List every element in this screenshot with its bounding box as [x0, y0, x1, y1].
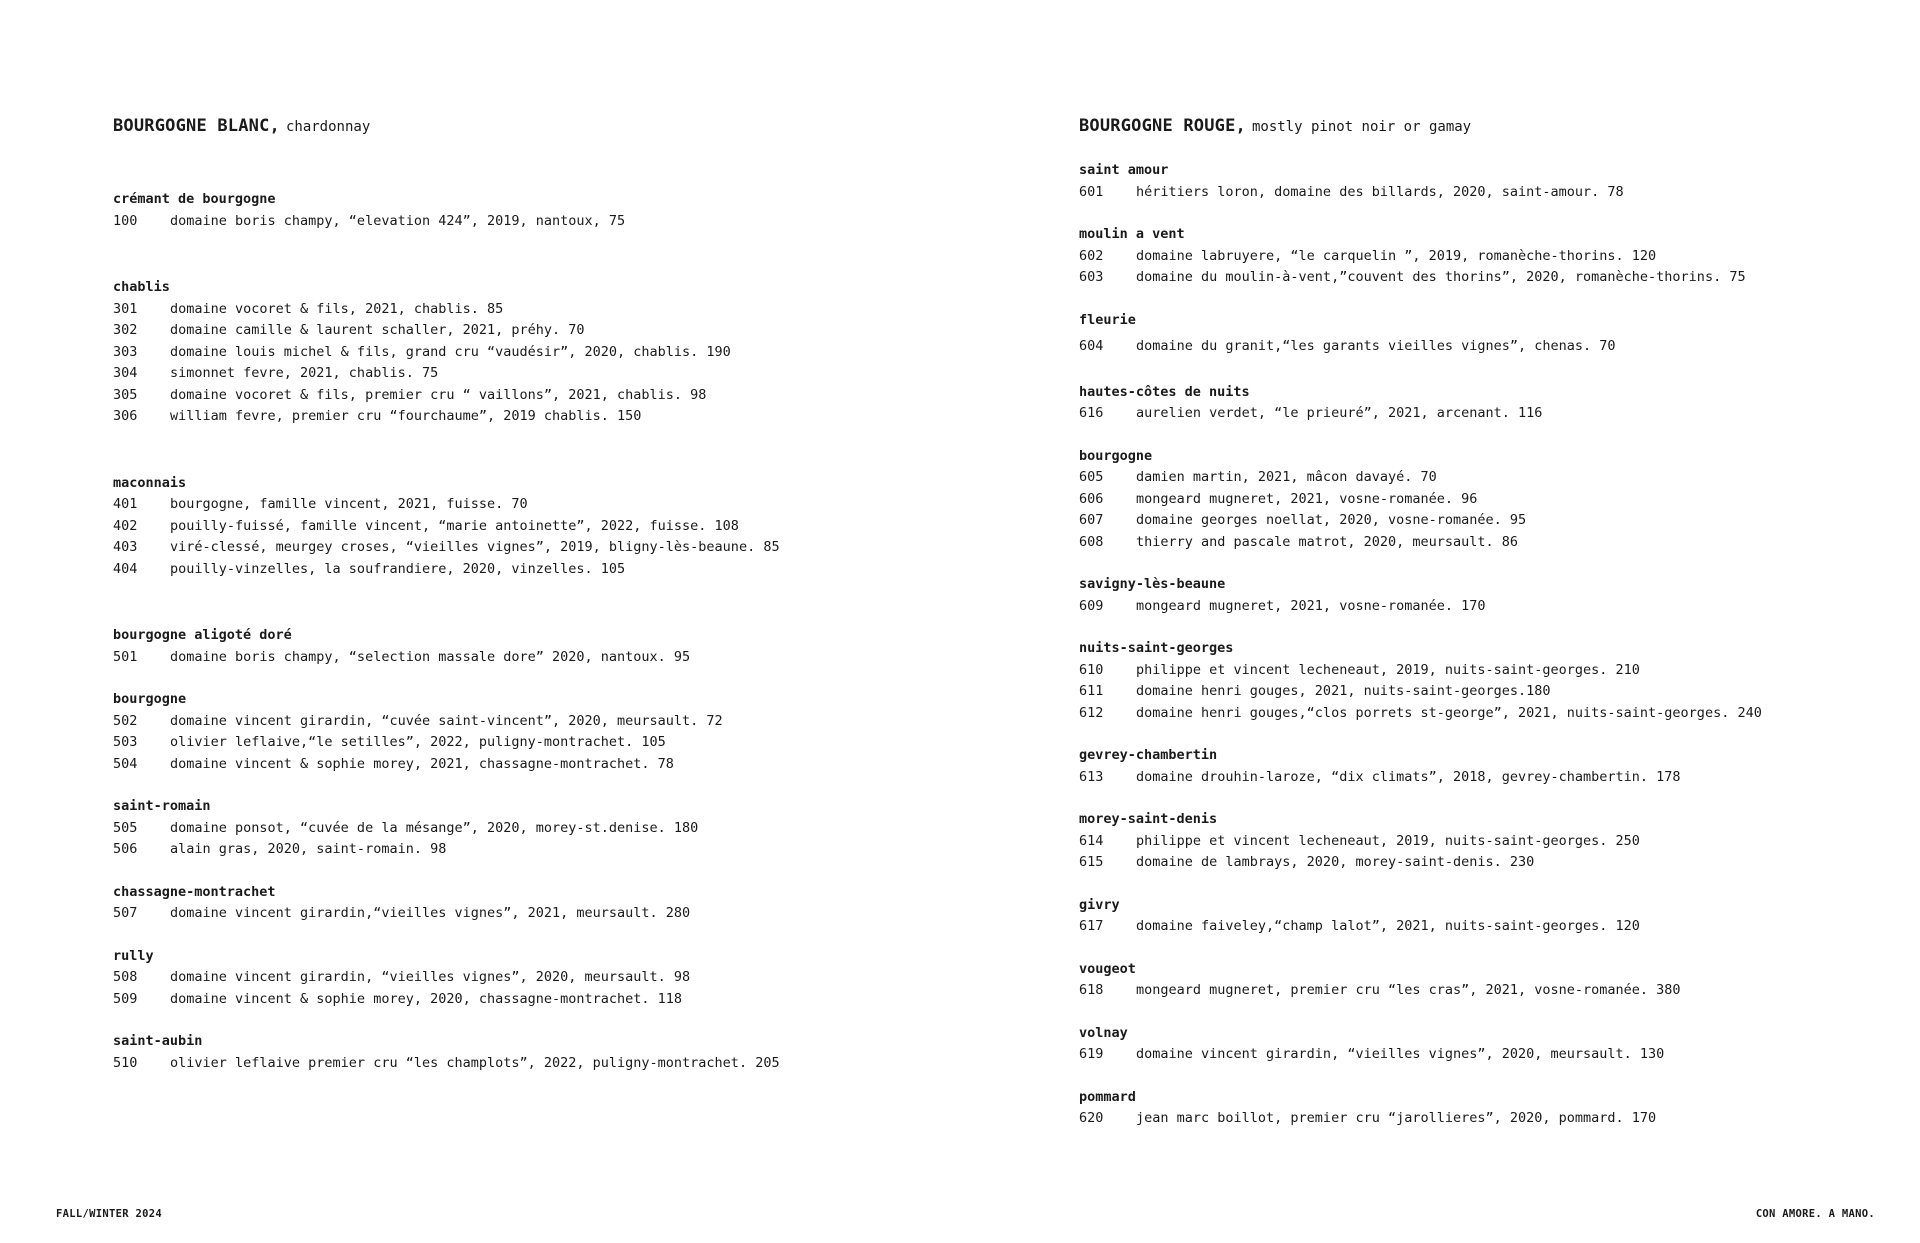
wine-entry [113, 537, 933, 559]
wine-text: domaine boris champy, “selection massale dore” 2020, nantoux. 95 [170, 648, 691, 665]
section-title: volnay [1079, 1024, 1128, 1041]
section-title: moulin a vent [1079, 226, 1185, 242]
wine-entry [113, 839, 933, 861]
wine-text: philippe et vincent lecheneaut, 2019, nuits-saint-georges. 250 [1136, 832, 1640, 849]
section-saint-romain [113, 796, 933, 861]
right-heading-subtitle: mostly pinot noir or gamay [1251, 119, 1472, 135]
wine-text: domaine vocoret & fils, 2021, chablis. 85 [170, 300, 504, 317]
wine-number: 502 [113, 712, 138, 729]
wine-entry [113, 516, 933, 538]
wine-text: william fevre, premier cru “fourchaume”, 2019 chablis. 150 [170, 408, 642, 424]
wine-text: mongeard mugneret, premier cru “les cras”, 2021, vosne-romanée. 380 [1136, 982, 1681, 998]
wine-text: domaine georges noellat, 2020, vosne-romanée. 95 [1136, 512, 1527, 528]
right-column [1079, 114, 1899, 1130]
wine-number: 509 [113, 990, 138, 1007]
wine-text: domaine ponsot, “cuvée de la mésange”, 2020, morey-st.denise. 180 [170, 819, 699, 836]
section-title: bourgogne [1079, 447, 1153, 464]
section-title: pommard [1079, 1088, 1136, 1105]
wine-number: 613 [1079, 768, 1104, 785]
section-nuits-saint-georges [1079, 638, 1899, 724]
section-title: saint amour [1079, 162, 1169, 178]
wine-entry [1079, 336, 1899, 358]
section-title: chablis [113, 279, 170, 295]
section-moulin-a-vent [1079, 224, 1899, 289]
section-title: morey-saint-denis [1079, 811, 1218, 827]
wine-number: 501 [113, 648, 138, 665]
wine-number: 604 [1079, 338, 1104, 354]
wine-entry [1079, 510, 1899, 532]
wine-text: thierry and pascale matrot, 2020, meursault. 86 [1136, 533, 1519, 550]
wine-entry [1079, 596, 1899, 618]
wine-number: 612 [1079, 704, 1104, 721]
wine-text: damien martin, 2021, mâcon davayé. 70 [1136, 469, 1437, 485]
wine-entry [1079, 467, 1899, 489]
wine-number: 603 [1079, 269, 1104, 285]
section-gevrey-chambertin [1079, 745, 1899, 788]
wine-text: domaine louis michel & fils, grand cru “vaudésir”, 2020, chablis. 190 [170, 343, 731, 360]
wine-text: domaine henri gouges,“clos porrets st-george”, 2021, nuits-saint-georges. 240 [1136, 704, 1762, 721]
wine-entry [1079, 831, 1899, 853]
wine-text: domaine vincent & sophie morey, 2020, chassagne-montrachet. 118 [170, 990, 683, 1007]
wine-text: domaine de lambrays, 2020, morey-saint-denis. 230 [1136, 854, 1535, 870]
section-fleurie [1079, 310, 1899, 358]
wine-entry [113, 342, 933, 364]
wine-text: domaine faiveley,“champ lalot”, 2021, nuits-saint-georges. 120 [1136, 918, 1640, 934]
wine-number: 618 [1079, 982, 1104, 998]
wine-text: domaine vincent girardin, “vieilles vignes”, 2020, meursault. 98 [170, 969, 691, 985]
section-saint-amour [1079, 160, 1899, 203]
section-chassagne-montrachet [113, 882, 933, 925]
wine-text: domaine vincent & sophie morey, 2021, chassagne-montrachet. 78 [170, 755, 674, 772]
wine-number: 303 [113, 343, 138, 360]
wine-entry [113, 967, 933, 989]
wine-entry [1079, 852, 1899, 874]
section-vougeot [1079, 959, 1899, 1002]
wine-number: 607 [1079, 512, 1104, 528]
wine-entry [1079, 267, 1899, 289]
wine-entry [1079, 182, 1899, 204]
wine-text: bourgogne, famille vincent, 2021, fuisse. 70 [170, 496, 528, 512]
wine-entry [1079, 660, 1899, 682]
wine-number: 301 [113, 300, 138, 317]
wine-number: 305 [113, 386, 138, 403]
wine-text: domaine camille & laurent schaller, 2021, préhy. 70 [170, 322, 585, 338]
wine-text: mongeard mugneret, 2021, vosne-romanée. 96 [1136, 490, 1478, 507]
wine-number: 504 [113, 755, 138, 772]
wine-number: 401 [113, 496, 138, 512]
wine-text: domaine vincent girardin,“vieilles vignes”, 2021, meursault. 280 [170, 905, 691, 921]
section-hautes-cotes-de-nuits [1079, 382, 1899, 425]
section-title: saint-aubin [113, 1033, 203, 1049]
wine-number: 606 [1079, 490, 1104, 507]
wine-entry [113, 363, 933, 385]
wine-entry [113, 818, 933, 840]
wine-number: 611 [1079, 683, 1104, 699]
wine-entry [1079, 767, 1899, 789]
wine-entry [1079, 489, 1899, 511]
wine-entry [113, 647, 933, 669]
wine-entry [1079, 1044, 1899, 1066]
wine-text: olivier leflaive,“le setilles”, 2022, puligny-montrachet. 105 [170, 734, 666, 750]
wine-text: simonnet fevre, 2021, chablis. 75 [170, 365, 439, 381]
wine-entry [113, 211, 933, 233]
wine-entry [1079, 916, 1899, 938]
section-volnay [1079, 1023, 1899, 1066]
wine-text: domaine vincent girardin, “vieilles vignes”, 2020, meursault. 130 [1136, 1046, 1665, 1062]
section-morey-saint-denis [1079, 809, 1899, 874]
right-heading-title: BOURGOGNE ROUGE, [1079, 116, 1246, 136]
wine-number: 617 [1079, 918, 1104, 934]
wine-number: 609 [1079, 597, 1104, 614]
wine-number: 507 [113, 905, 138, 921]
section-title: nuits-saint-georges [1079, 640, 1234, 656]
section-savigny-les-beaune [1079, 574, 1899, 617]
wine-number: 602 [1079, 247, 1104, 264]
wine-text: domaine henri gouges, 2021, nuits-saint-georges.180 [1136, 683, 1551, 699]
wine-entry [113, 406, 933, 428]
section-bourgogne-aligote-dore [113, 625, 933, 668]
wine-number: 608 [1079, 533, 1104, 550]
wine-entry [113, 1053, 933, 1075]
wine-text: domaine vincent girardin, “cuvée saint-vincent”, 2020, meursault. 72 [170, 712, 723, 729]
wine-number: 601 [1079, 183, 1104, 200]
section-bourgogne-blanc [113, 689, 933, 775]
wine-entry [1079, 703, 1899, 725]
left-heading-subtitle: chardonnay [285, 119, 371, 135]
wine-text: pouilly-fuissé, famille vincent, “marie antoinette”, 2022, fuisse. 108 [170, 517, 739, 534]
section-maconnais [113, 473, 933, 581]
wine-number: 508 [113, 969, 138, 985]
wine-number: 404 [113, 560, 138, 577]
left-heading [113, 114, 933, 139]
wine-entry [1079, 532, 1899, 554]
wine-entry [1079, 1108, 1899, 1130]
section-cremant-de-bourgogne [113, 189, 933, 232]
wine-number: 403 [113, 539, 138, 555]
wine-number: 304 [113, 365, 138, 381]
section-rully [113, 946, 933, 1011]
wine-text: domaine drouhin-laroze, “dix climats”, 2018, gevrey-chambertin. 178 [1136, 768, 1681, 785]
wine-text: mongeard mugneret, 2021, vosne-romanée. 170 [1136, 597, 1486, 614]
section-title: vougeot [1079, 960, 1136, 977]
section-pommard [1079, 1087, 1899, 1130]
left-heading-title: BOURGOGNE BLANC, [113, 116, 280, 136]
wine-entry [113, 299, 933, 321]
wine-entry [1079, 403, 1899, 425]
wine-entry [113, 494, 933, 516]
wine-number: 505 [113, 819, 138, 836]
section-title: saint-romain [113, 798, 211, 814]
wine-text: olivier leflaive premier cru “les champlots”, 2022, puligny-montrachet. 205 [170, 1054, 780, 1071]
wine-entry [113, 732, 933, 754]
right-heading [1079, 114, 1899, 139]
section-title: rully [113, 947, 154, 964]
wine-entry [1079, 980, 1899, 1002]
section-title: givry [1079, 896, 1120, 913]
footer-tagline: CON AMORE. A MANO. [1755, 1208, 1875, 1220]
wine-text: domaine du moulin-à-vent,”couvent des thorins”, 2020, romanèche-thorins. 75 [1136, 269, 1746, 285]
section-chablis [113, 277, 933, 428]
wine-entry [113, 903, 933, 925]
wine-number: 402 [113, 517, 138, 534]
wine-entry [113, 754, 933, 776]
wine-text: viré-clessé, meurgey croses, “vieilles vignes”, 2019, bligny-lès-beaune. 85 [170, 539, 780, 555]
section-title: chassagne-montrachet [113, 883, 276, 900]
section-title: hautes-côtes de nuits [1079, 383, 1250, 400]
wine-text: jean marc boillot, premier cru “jarollieres”, 2020, pommard. 170 [1136, 1110, 1657, 1126]
wine-number: 616 [1079, 405, 1104, 421]
wine-number: 605 [1079, 469, 1104, 485]
section-title: savigny-lès-beaune [1079, 576, 1226, 592]
wine-text: philippe et vincent lecheneaut, 2019, nuits-saint-georges. 210 [1136, 661, 1640, 678]
wine-number: 614 [1079, 832, 1104, 849]
wine-text: domaine du granit,“les garants vieilles vignes”, chenas. 70 [1136, 338, 1616, 354]
section-title: bourgogne [113, 691, 187, 707]
wine-text: pouilly-vinzelles, la soufrandiere, 2020, vinzelles. 105 [170, 560, 626, 577]
wine-entry [1079, 681, 1899, 703]
wine-entry [113, 989, 933, 1011]
section-bourgogne-rouge [1079, 446, 1899, 554]
wine-number: 619 [1079, 1046, 1104, 1062]
section-title: fleurie [1079, 311, 1136, 328]
section-title: crémant de bourgogne [113, 191, 276, 207]
wine-number: 510 [113, 1054, 138, 1071]
wine-number: 610 [1079, 661, 1104, 678]
wine-number: 306 [113, 408, 138, 424]
wine-number: 302 [113, 322, 138, 338]
wine-number: 506 [113, 841, 138, 857]
section-title: bourgogne aligoté doré [113, 627, 292, 643]
wine-entry [113, 559, 933, 581]
wine-text: héritiers loron, domaine des billards, 2020, saint-amour. 78 [1136, 183, 1624, 200]
wine-entry [113, 385, 933, 407]
wine-entry [113, 320, 933, 342]
wine-entry [1079, 246, 1899, 268]
section-title: maconnais [113, 474, 187, 491]
wine-text: alain gras, 2020, saint-romain. 98 [170, 841, 447, 857]
left-column [113, 114, 933, 1074]
wine-text: domaine labruyere, “le carquelin ”, 2019, romanèche-thorins. 120 [1136, 247, 1657, 264]
section-givry [1079, 895, 1899, 938]
section-title: gevrey-chambertin [1079, 747, 1218, 763]
wine-text: aurelien verdet, “le prieuré”, 2021, arcenant. 116 [1136, 405, 1543, 421]
wine-text: domaine vocoret & fils, premier cru “ vaillons”, 2021, chablis. 98 [170, 386, 707, 403]
wine-entry [113, 711, 933, 733]
wine-number: 620 [1079, 1110, 1104, 1126]
wine-text: domaine boris champy, “elevation 424”, 2019, nantoux, 75 [170, 212, 626, 229]
footer-season: FALL/WINTER 2024 [56, 1208, 162, 1220]
wine-number: 615 [1079, 854, 1104, 870]
wine-number: 503 [113, 734, 138, 750]
wine-number: 100 [113, 212, 138, 229]
section-saint-aubin [113, 1031, 933, 1074]
